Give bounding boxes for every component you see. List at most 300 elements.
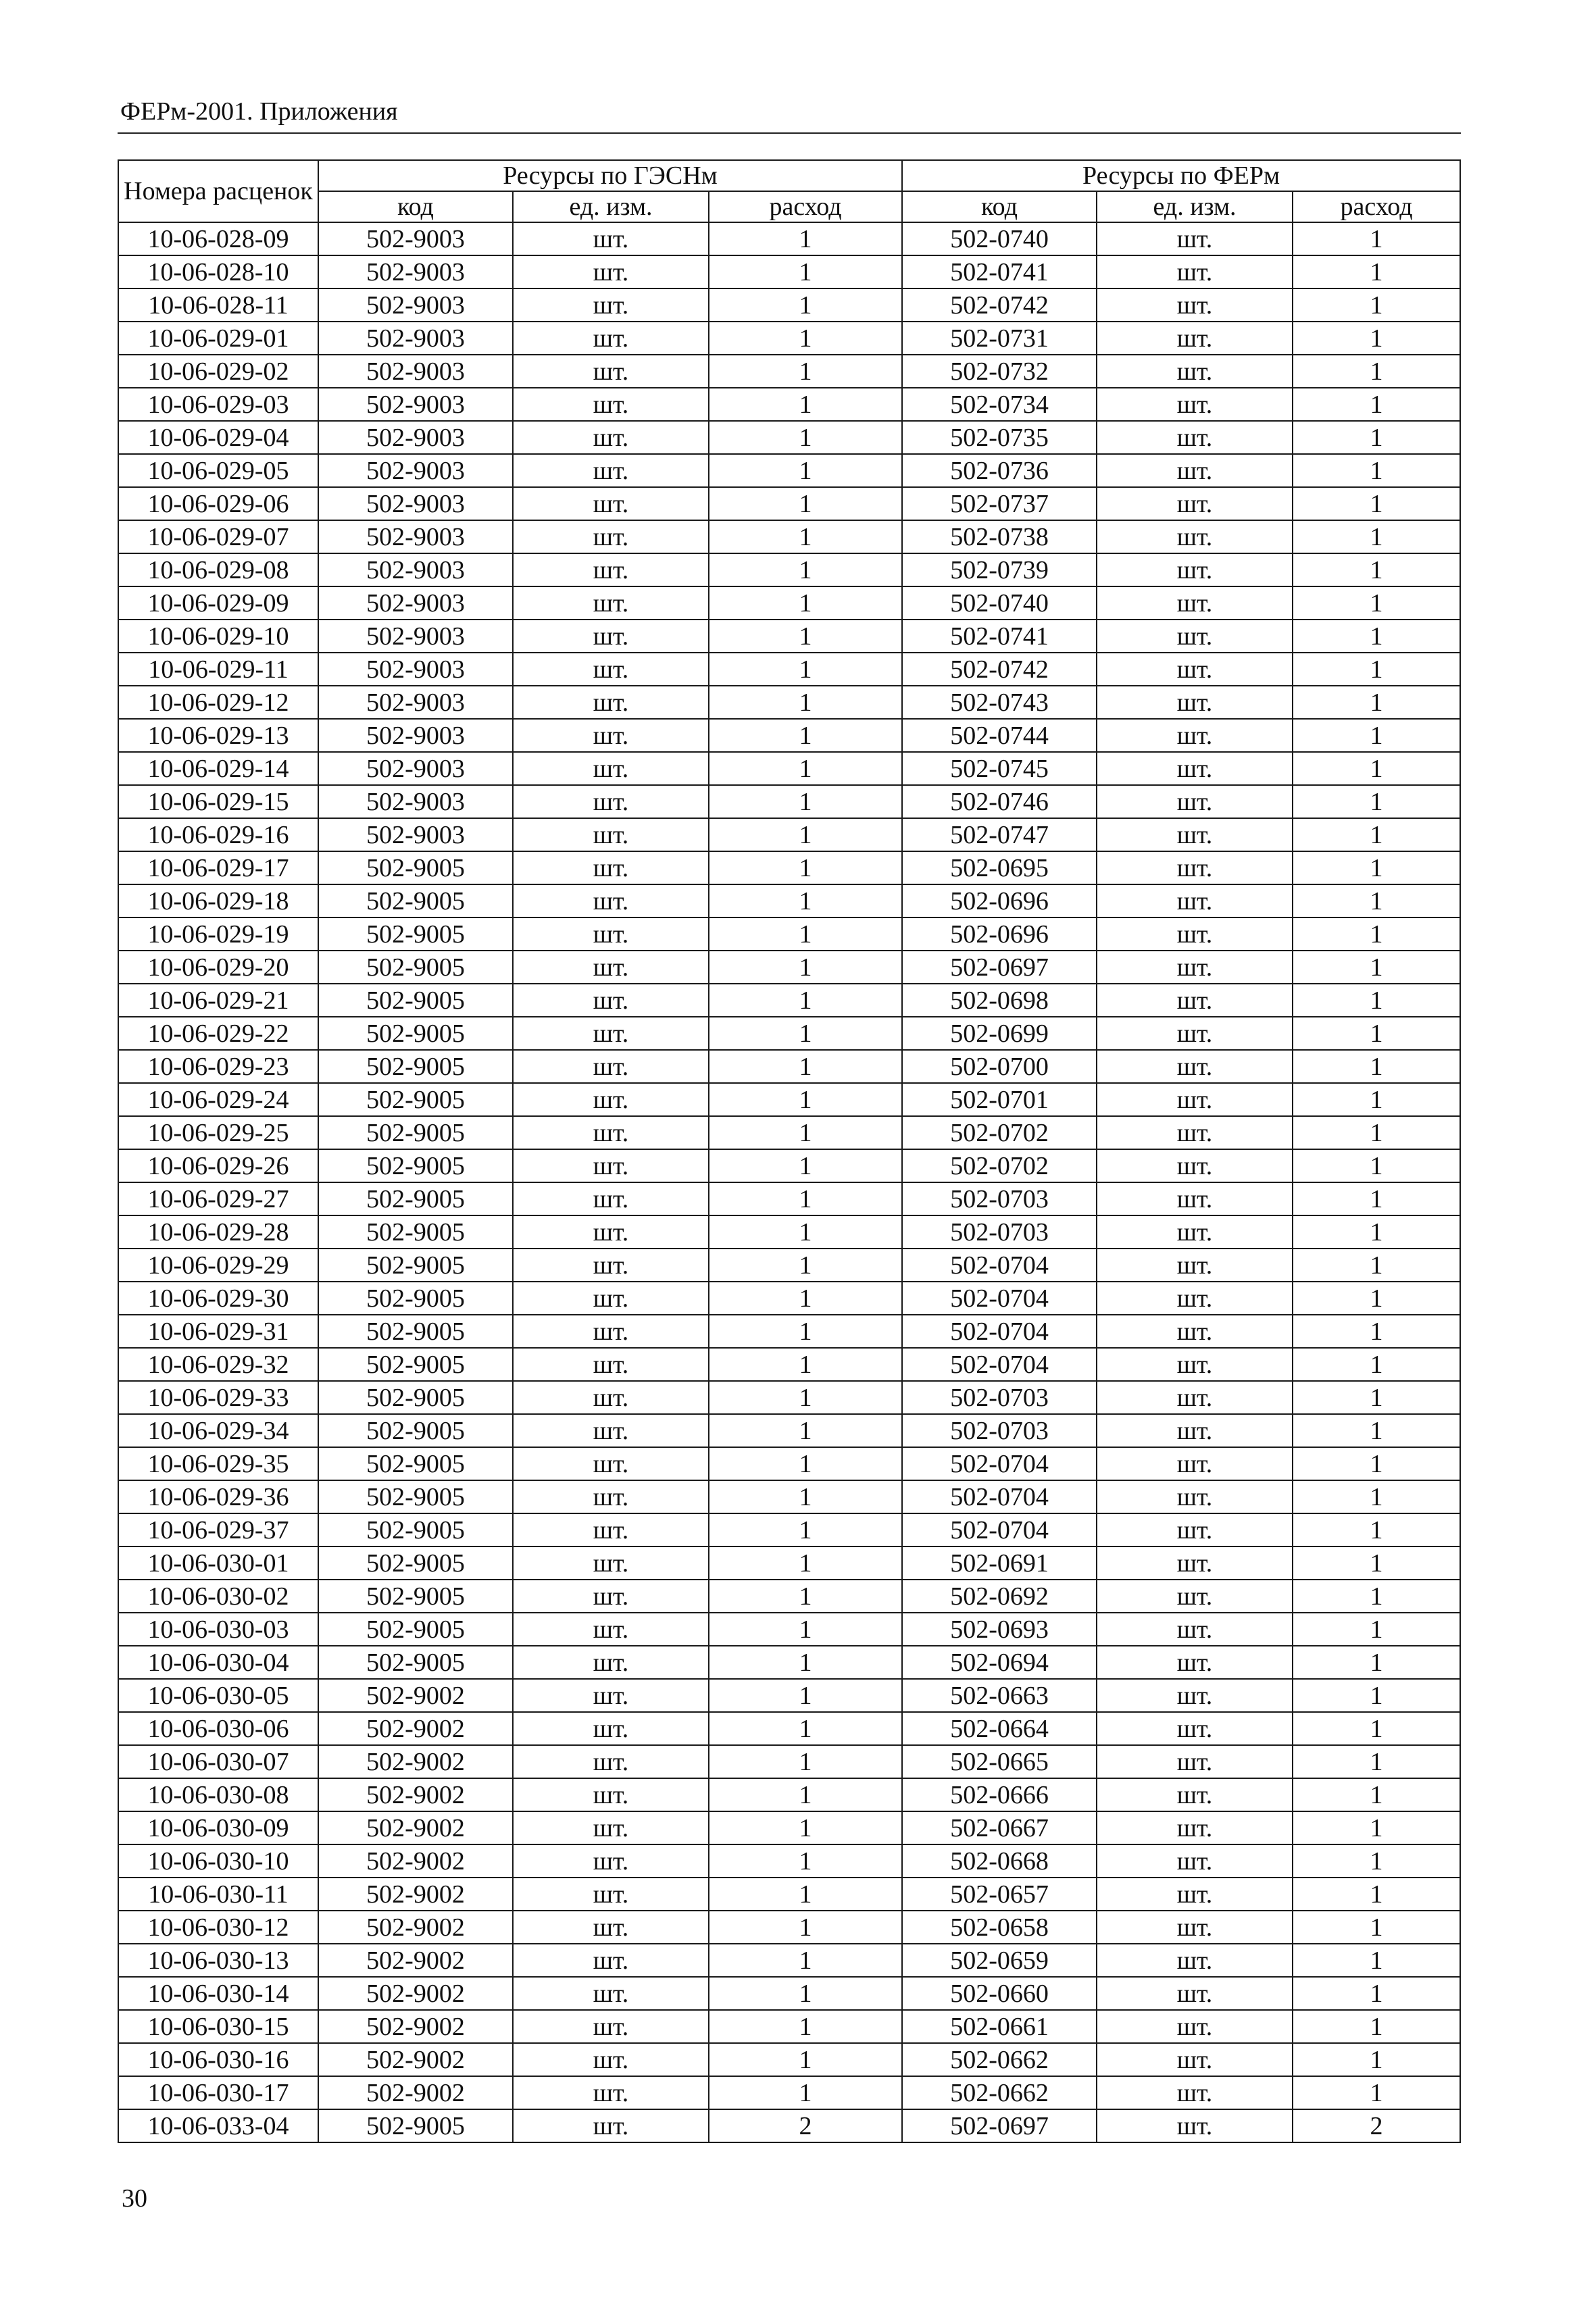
ferm-amount-cell: 1 bbox=[1293, 1050, 1460, 1083]
gesnm-code-cell: 502-9005 bbox=[318, 1381, 513, 1414]
gesnm-unit-cell: шт. bbox=[513, 553, 709, 586]
ferm-amount-cell: 1 bbox=[1293, 1480, 1460, 1513]
rate-number-cell: 10-06-030-14 bbox=[118, 1977, 318, 2010]
gesnm-code-cell: 502-9005 bbox=[318, 1017, 513, 1050]
rate-number-cell: 10-06-029-15 bbox=[118, 785, 318, 818]
ferm-amount-cell: 1 bbox=[1293, 553, 1460, 586]
gesnm-unit-cell: шт. bbox=[513, 1878, 709, 1911]
gesnm-amount-cell: 1 bbox=[709, 355, 902, 388]
gesnm-code-cell: 502-9003 bbox=[318, 355, 513, 388]
gesnm-unit-cell: шт. bbox=[513, 1348, 709, 1381]
ferm-code-cell: 502-0664 bbox=[902, 1712, 1097, 1745]
gesnm-code-cell: 502-9003 bbox=[318, 487, 513, 520]
gesnm-code-cell: 502-9005 bbox=[318, 1580, 513, 1613]
gesnm-unit-cell: шт. bbox=[513, 1745, 709, 1778]
ferm-unit-cell: шт. bbox=[1097, 1249, 1293, 1282]
rate-number-cell: 10-06-029-04 bbox=[118, 421, 318, 454]
gesnm-amount-cell: 1 bbox=[709, 255, 902, 288]
rate-number-cell: 10-06-028-09 bbox=[118, 222, 318, 255]
gesnm-unit-cell: шт. bbox=[513, 2076, 709, 2109]
ferm-unit-cell: шт. bbox=[1097, 1447, 1293, 1480]
gesnm-amount-cell: 1 bbox=[709, 653, 902, 686]
ferm-code-cell: 502-0738 bbox=[902, 520, 1097, 553]
table-header bbox=[118, 160, 1460, 222]
table-row bbox=[118, 1249, 1460, 1282]
ferm-code-cell: 502-0704 bbox=[902, 1348, 1097, 1381]
table-row bbox=[118, 586, 1460, 620]
gesnm-unit-cell: шт. bbox=[513, 951, 709, 984]
running-title: ФЕРм-2001. Приложения bbox=[120, 97, 398, 126]
gesnm-unit-cell: шт. bbox=[513, 487, 709, 520]
rate-number-cell: 10-06-029-23 bbox=[118, 1050, 318, 1083]
rate-number-cell: 10-06-029-02 bbox=[118, 355, 318, 388]
ferm-code-cell: 502-0696 bbox=[902, 884, 1097, 917]
table-row bbox=[118, 785, 1460, 818]
ferm-code-cell: 502-0702 bbox=[902, 1116, 1097, 1149]
ferm-code-cell: 502-0697 bbox=[902, 2109, 1097, 2142]
gesnm-amount-cell: 1 bbox=[709, 1977, 902, 2010]
ferm-amount-cell: 1 bbox=[1293, 917, 1460, 951]
table-row bbox=[118, 255, 1460, 288]
table-row bbox=[118, 1381, 1460, 1414]
rate-number-cell: 10-06-030-13 bbox=[118, 1944, 318, 1977]
gesnm-amount-cell: 1 bbox=[709, 1513, 902, 1546]
gesnm-amount-cell: 1 bbox=[709, 1315, 902, 1348]
rate-number-cell: 10-06-030-02 bbox=[118, 1580, 318, 1613]
ferm-code-cell: 502-0703 bbox=[902, 1381, 1097, 1414]
gesnm-code-cell: 502-9003 bbox=[318, 785, 513, 818]
ferm-amount-cell: 1 bbox=[1293, 1083, 1460, 1116]
gesnm-code-cell: 502-9002 bbox=[318, 1679, 513, 1712]
ferm-code-cell: 502-0704 bbox=[902, 1480, 1097, 1513]
ferm-code-cell: 502-0699 bbox=[902, 1017, 1097, 1050]
ferm-code-cell: 502-0731 bbox=[902, 322, 1097, 355]
ferm-code-cell: 502-0703 bbox=[902, 1215, 1097, 1249]
ferm-amount-cell: 1 bbox=[1293, 1182, 1460, 1215]
ferm-code-cell: 502-0732 bbox=[902, 355, 1097, 388]
table-row bbox=[118, 421, 1460, 454]
table-row bbox=[118, 951, 1460, 984]
table-row bbox=[118, 884, 1460, 917]
rate-number-cell: 10-06-029-09 bbox=[118, 586, 318, 620]
ferm-unit-cell: шт. bbox=[1097, 1017, 1293, 1050]
gesnm-amount-cell: 1 bbox=[709, 851, 902, 884]
table-row bbox=[118, 686, 1460, 719]
ferm-unit-cell: шт. bbox=[1097, 719, 1293, 752]
ferm-code-cell: 502-0701 bbox=[902, 1083, 1097, 1116]
ferm-amount-cell: 1 bbox=[1293, 355, 1460, 388]
rate-number-cell: 10-06-029-10 bbox=[118, 620, 318, 653]
ferm-unit-cell: шт. bbox=[1097, 785, 1293, 818]
ferm-unit-cell: шт. bbox=[1097, 1944, 1293, 1977]
gesnm-amount-cell: 1 bbox=[709, 1712, 902, 1745]
table-row bbox=[118, 2076, 1460, 2109]
ferm-code-cell: 502-0704 bbox=[902, 1315, 1097, 1348]
rate-number-cell: 10-06-028-10 bbox=[118, 255, 318, 288]
ferm-amount-cell: 1 bbox=[1293, 884, 1460, 917]
gesnm-code-cell: 502-9002 bbox=[318, 1844, 513, 1878]
header-ferm-resources: Ресурсы по ФЕРм bbox=[902, 160, 1460, 191]
gesnm-code-cell: 502-9005 bbox=[318, 1282, 513, 1315]
gesnm-code-cell: 502-9005 bbox=[318, 1646, 513, 1679]
gesnm-unit-cell: шт. bbox=[513, 1679, 709, 1712]
ferm-unit-cell: шт. bbox=[1097, 1646, 1293, 1679]
gesnm-amount-cell: 1 bbox=[709, 884, 902, 917]
rate-number-cell: 10-06-029-37 bbox=[118, 1513, 318, 1546]
rate-number-cell: 10-06-029-32 bbox=[118, 1348, 318, 1381]
gesnm-unit-cell: шт. bbox=[513, 222, 709, 255]
ferm-code-cell: 502-0704 bbox=[902, 1447, 1097, 1480]
table-row bbox=[118, 984, 1460, 1017]
rate-number-cell: 10-06-029-28 bbox=[118, 1215, 318, 1249]
gesnm-code-cell: 502-9005 bbox=[318, 1447, 513, 1480]
ferm-amount-cell: 1 bbox=[1293, 984, 1460, 1017]
table-row bbox=[118, 1613, 1460, 1646]
gesnm-amount-cell: 1 bbox=[709, 1480, 902, 1513]
rate-number-cell: 10-06-029-30 bbox=[118, 1282, 318, 1315]
table-row bbox=[118, 851, 1460, 884]
gesnm-amount-cell: 1 bbox=[709, 1811, 902, 1844]
rate-number-cell: 10-06-030-10 bbox=[118, 1844, 318, 1878]
rate-number-cell: 10-06-029-01 bbox=[118, 322, 318, 355]
gesnm-code-cell: 502-9003 bbox=[318, 520, 513, 553]
gesnm-amount-cell: 1 bbox=[709, 1944, 902, 1977]
gesnm-code-cell: 502-9003 bbox=[318, 752, 513, 785]
ferm-code-cell: 502-0692 bbox=[902, 1580, 1097, 1613]
gesnm-code-cell: 502-9003 bbox=[318, 222, 513, 255]
table-row bbox=[118, 355, 1460, 388]
rate-number-cell: 10-06-030-17 bbox=[118, 2076, 318, 2109]
gesnm-amount-cell: 1 bbox=[709, 1745, 902, 1778]
ferm-code-cell: 502-0658 bbox=[902, 1911, 1097, 1944]
ferm-unit-cell: шт. bbox=[1097, 1911, 1293, 1944]
rate-number-cell: 10-06-029-14 bbox=[118, 752, 318, 785]
table-body bbox=[118, 222, 1460, 2142]
gesnm-code-cell: 502-9003 bbox=[318, 653, 513, 686]
ferm-code-cell: 502-0743 bbox=[902, 686, 1097, 719]
gesnm-amount-cell: 1 bbox=[709, 984, 902, 1017]
gesnm-unit-cell: шт. bbox=[513, 1017, 709, 1050]
ferm-amount-cell: 1 bbox=[1293, 1745, 1460, 1778]
gesnm-amount-cell: 1 bbox=[709, 388, 902, 421]
ferm-code-cell: 502-0697 bbox=[902, 951, 1097, 984]
ferm-code-cell: 502-0695 bbox=[902, 851, 1097, 884]
rate-number-cell: 10-06-029-27 bbox=[118, 1182, 318, 1215]
gesnm-code-cell: 502-9005 bbox=[318, 1414, 513, 1447]
gesnm-code-cell: 502-9005 bbox=[318, 1480, 513, 1513]
ferm-code-cell: 502-0691 bbox=[902, 1546, 1097, 1580]
ferm-unit-cell: шт. bbox=[1097, 686, 1293, 719]
ferm-unit-cell: шт. bbox=[1097, 818, 1293, 851]
ferm-code-cell: 502-0742 bbox=[902, 653, 1097, 686]
gesnm-unit-cell: шт. bbox=[513, 1116, 709, 1149]
ferm-unit-cell: шт. bbox=[1097, 620, 1293, 653]
gesnm-amount-cell: 1 bbox=[709, 1679, 902, 1712]
rate-number-cell: 10-06-029-08 bbox=[118, 553, 318, 586]
gesnm-unit-cell: шт. bbox=[513, 620, 709, 653]
ferm-amount-cell: 1 bbox=[1293, 1149, 1460, 1182]
ferm-unit-cell: шт. bbox=[1097, 1050, 1293, 1083]
gesnm-unit-cell: шт. bbox=[513, 719, 709, 752]
rate-number-cell: 10-06-029-33 bbox=[118, 1381, 318, 1414]
gesnm-unit-cell: шт. bbox=[513, 1083, 709, 1116]
table-row bbox=[118, 1348, 1460, 1381]
gesnm-unit-cell: шт. bbox=[513, 1944, 709, 1977]
table-row bbox=[118, 322, 1460, 355]
gesnm-code-cell: 502-9005 bbox=[318, 1546, 513, 1580]
gesnm-code-cell: 502-9003 bbox=[318, 322, 513, 355]
gesnm-code-cell: 502-9002 bbox=[318, 1878, 513, 1911]
gesnm-unit-cell: шт. bbox=[513, 1414, 709, 1447]
ferm-amount-cell: 1 bbox=[1293, 1017, 1460, 1050]
rate-number-cell: 10-06-029-29 bbox=[118, 1249, 318, 1282]
table-row bbox=[118, 1778, 1460, 1811]
gesnm-code-cell: 502-9005 bbox=[318, 1249, 513, 1282]
table-row bbox=[118, 818, 1460, 851]
gesnm-unit-cell: шт. bbox=[513, 2109, 709, 2142]
ferm-unit-cell: шт. bbox=[1097, 1182, 1293, 1215]
gesnm-amount-cell: 1 bbox=[709, 1381, 902, 1414]
gesnm-unit-cell: шт. bbox=[513, 520, 709, 553]
gesnm-amount-cell: 1 bbox=[709, 1249, 902, 1282]
table-row bbox=[118, 2043, 1460, 2076]
ferm-code-cell: 502-0704 bbox=[902, 1282, 1097, 1315]
gesnm-amount-cell: 1 bbox=[709, 586, 902, 620]
ferm-code-cell: 502-0739 bbox=[902, 553, 1097, 586]
table-row bbox=[118, 1414, 1460, 1447]
ferm-code-cell: 502-0744 bbox=[902, 719, 1097, 752]
gesnm-amount-cell: 1 bbox=[709, 620, 902, 653]
table-row bbox=[118, 1811, 1460, 1844]
gesnm-unit-cell: шт. bbox=[513, 984, 709, 1017]
ferm-amount-cell: 1 bbox=[1293, 2043, 1460, 2076]
ferm-unit-cell: шт. bbox=[1097, 884, 1293, 917]
rate-number-cell: 10-06-030-16 bbox=[118, 2043, 318, 2076]
gesnm-unit-cell: шт. bbox=[513, 1182, 709, 1215]
rate-number-cell: 10-06-030-05 bbox=[118, 1679, 318, 1712]
ferm-unit-cell: шт. bbox=[1097, 1778, 1293, 1811]
table-row bbox=[118, 1745, 1460, 1778]
ferm-unit-cell: шт. bbox=[1097, 553, 1293, 586]
gesnm-amount-cell: 2 bbox=[709, 2109, 902, 2142]
ferm-code-cell: 502-0703 bbox=[902, 1182, 1097, 1215]
ferm-unit-cell: шт. bbox=[1097, 1381, 1293, 1414]
table-row bbox=[118, 1116, 1460, 1149]
rate-number-cell: 10-06-030-12 bbox=[118, 1911, 318, 1944]
rate-number-cell: 10-06-029-21 bbox=[118, 984, 318, 1017]
ferm-unit-cell: шт. bbox=[1097, 2043, 1293, 2076]
gesnm-amount-cell: 1 bbox=[709, 1050, 902, 1083]
ferm-code-cell: 502-0747 bbox=[902, 818, 1097, 851]
ferm-amount-cell: 1 bbox=[1293, 2076, 1460, 2109]
gesnm-unit-cell: шт. bbox=[513, 1580, 709, 1613]
gesnm-code-cell: 502-9003 bbox=[318, 388, 513, 421]
gesnm-code-cell: 502-9005 bbox=[318, 1182, 513, 1215]
ferm-amount-cell: 1 bbox=[1293, 1414, 1460, 1447]
ferm-unit-cell: шт. bbox=[1097, 653, 1293, 686]
gesnm-unit-cell: шт. bbox=[513, 1811, 709, 1844]
rate-number-cell: 10-06-030-06 bbox=[118, 1712, 318, 1745]
gesnm-amount-cell: 1 bbox=[709, 1911, 902, 1944]
gesnm-code-cell: 502-9003 bbox=[318, 255, 513, 288]
gesnm-amount-cell: 1 bbox=[709, 454, 902, 487]
gesnm-code-cell: 502-9005 bbox=[318, 2109, 513, 2142]
gesnm-amount-cell: 1 bbox=[709, 1116, 902, 1149]
rate-number-cell: 10-06-030-07 bbox=[118, 1745, 318, 1778]
ferm-amount-cell: 1 bbox=[1293, 851, 1460, 884]
rate-number-cell: 10-06-029-17 bbox=[118, 851, 318, 884]
ferm-unit-cell: шт. bbox=[1097, 1844, 1293, 1878]
ferm-amount-cell: 1 bbox=[1293, 421, 1460, 454]
gesnm-unit-cell: шт. bbox=[513, 255, 709, 288]
table-row bbox=[118, 454, 1460, 487]
ferm-amount-cell: 1 bbox=[1293, 785, 1460, 818]
gesnm-code-cell: 502-9005 bbox=[318, 951, 513, 984]
gesnm-code-cell: 502-9005 bbox=[318, 1215, 513, 1249]
gesnm-amount-cell: 1 bbox=[709, 1149, 902, 1182]
gesnm-amount-cell: 1 bbox=[709, 1878, 902, 1911]
ferm-unit-cell: шт. bbox=[1097, 1348, 1293, 1381]
gesnm-unit-cell: шт. bbox=[513, 586, 709, 620]
rate-number-cell: 10-06-030-08 bbox=[118, 1778, 318, 1811]
rate-number-cell: 10-06-029-06 bbox=[118, 487, 318, 520]
table-row bbox=[118, 2109, 1460, 2142]
gesnm-code-cell: 502-9003 bbox=[318, 620, 513, 653]
gesnm-amount-cell: 1 bbox=[709, 1282, 902, 1315]
rate-number-cell: 10-06-029-18 bbox=[118, 884, 318, 917]
gesnm-amount-cell: 1 bbox=[709, 818, 902, 851]
table-row bbox=[118, 1315, 1460, 1348]
ferm-unit-cell: шт. bbox=[1097, 255, 1293, 288]
ferm-amount-cell: 1 bbox=[1293, 1447, 1460, 1480]
gesnm-amount-cell: 1 bbox=[709, 1414, 902, 1447]
gesnm-code-cell: 502-9002 bbox=[318, 1778, 513, 1811]
gesnm-unit-cell: шт. bbox=[513, 1249, 709, 1282]
gesnm-amount-cell: 1 bbox=[709, 1844, 902, 1878]
table-row bbox=[118, 1878, 1460, 1911]
rate-number-cell: 10-06-029-31 bbox=[118, 1315, 318, 1348]
ferm-code-cell: 502-0704 bbox=[902, 1513, 1097, 1546]
gesnm-unit-cell: шт. bbox=[513, 1513, 709, 1546]
gesnm-code-cell: 502-9005 bbox=[318, 851, 513, 884]
gesnm-code-cell: 502-9005 bbox=[318, 1116, 513, 1149]
ferm-unit-cell: шт. bbox=[1097, 355, 1293, 388]
gesnm-unit-cell: шт. bbox=[513, 1282, 709, 1315]
gesnm-code-cell: 502-9003 bbox=[318, 288, 513, 322]
ferm-unit-cell: шт. bbox=[1097, 1811, 1293, 1844]
header-ferm-amount: расход bbox=[1293, 191, 1460, 222]
table-row bbox=[118, 917, 1460, 951]
gesnm-amount-cell: 1 bbox=[709, 1348, 902, 1381]
gesnm-code-cell: 502-9003 bbox=[318, 553, 513, 586]
rate-number-cell: 10-06-030-15 bbox=[118, 2010, 318, 2043]
ferm-amount-cell: 1 bbox=[1293, 1381, 1460, 1414]
gesnm-code-cell: 502-9005 bbox=[318, 1348, 513, 1381]
ferm-unit-cell: шт. bbox=[1097, 1149, 1293, 1182]
ferm-code-cell: 502-0696 bbox=[902, 917, 1097, 951]
gesnm-amount-cell: 1 bbox=[709, 1778, 902, 1811]
gesnm-unit-cell: шт. bbox=[513, 884, 709, 917]
gesnm-amount-cell: 1 bbox=[709, 487, 902, 520]
ferm-amount-cell: 1 bbox=[1293, 1844, 1460, 1878]
ferm-amount-cell: 1 bbox=[1293, 1215, 1460, 1249]
gesnm-amount-cell: 1 bbox=[709, 288, 902, 322]
gesnm-code-cell: 502-9002 bbox=[318, 2076, 513, 2109]
gesnm-unit-cell: шт. bbox=[513, 1315, 709, 1348]
table-row bbox=[118, 1646, 1460, 1679]
gesnm-code-cell: 502-9002 bbox=[318, 1977, 513, 2010]
ferm-code-cell: 502-0698 bbox=[902, 984, 1097, 1017]
gesnm-unit-cell: шт. bbox=[513, 1712, 709, 1745]
ferm-unit-cell: шт. bbox=[1097, 1282, 1293, 1315]
gesnm-unit-cell: шт. bbox=[513, 1613, 709, 1646]
ferm-amount-cell: 1 bbox=[1293, 951, 1460, 984]
table-row bbox=[118, 620, 1460, 653]
ferm-unit-cell: шт. bbox=[1097, 288, 1293, 322]
ferm-amount-cell: 1 bbox=[1293, 1116, 1460, 1149]
table-row bbox=[118, 1679, 1460, 1712]
gesnm-amount-cell: 1 bbox=[709, 1182, 902, 1215]
gesnm-unit-cell: шт. bbox=[513, 1911, 709, 1944]
table-row bbox=[118, 1911, 1460, 1944]
ferm-unit-cell: шт. bbox=[1097, 1546, 1293, 1580]
ferm-amount-cell: 1 bbox=[1293, 1249, 1460, 1282]
ferm-code-cell: 502-0662 bbox=[902, 2076, 1097, 2109]
gesnm-unit-cell: шт. bbox=[513, 1646, 709, 1679]
gesnm-unit-cell: шт. bbox=[513, 1546, 709, 1580]
rate-number-cell: 10-06-029-25 bbox=[118, 1116, 318, 1149]
ferm-unit-cell: шт. bbox=[1097, 1679, 1293, 1712]
gesnm-amount-cell: 1 bbox=[709, 1215, 902, 1249]
ferm-amount-cell: 1 bbox=[1293, 1513, 1460, 1546]
rate-number-cell: 10-06-030-01 bbox=[118, 1546, 318, 1580]
ferm-unit-cell: шт. bbox=[1097, 586, 1293, 620]
ferm-amount-cell: 1 bbox=[1293, 1348, 1460, 1381]
table-row bbox=[118, 1513, 1460, 1546]
gesnm-code-cell: 502-9003 bbox=[318, 719, 513, 752]
page-number: 30 bbox=[122, 2184, 147, 2213]
ferm-unit-cell: шт. bbox=[1097, 851, 1293, 884]
gesnm-code-cell: 502-9003 bbox=[318, 421, 513, 454]
gesnm-amount-cell: 1 bbox=[709, 1546, 902, 1580]
table-row bbox=[118, 222, 1460, 255]
ferm-unit-cell: шт. bbox=[1097, 1414, 1293, 1447]
rate-number-cell: 10-06-029-07 bbox=[118, 520, 318, 553]
table-row bbox=[118, 1215, 1460, 1249]
rate-number-cell: 10-06-029-11 bbox=[118, 653, 318, 686]
gesnm-unit-cell: шт. bbox=[513, 2043, 709, 2076]
rate-number-cell: 10-06-029-03 bbox=[118, 388, 318, 421]
ferm-amount-cell: 1 bbox=[1293, 620, 1460, 653]
ferm-code-cell: 502-0657 bbox=[902, 1878, 1097, 1911]
gesnm-unit-cell: шт. bbox=[513, 917, 709, 951]
ferm-code-cell: 502-0741 bbox=[902, 620, 1097, 653]
rate-number-cell: 10-06-029-19 bbox=[118, 917, 318, 951]
ferm-code-cell: 502-0703 bbox=[902, 1414, 1097, 1447]
gesnm-amount-cell: 1 bbox=[709, 2010, 902, 2043]
ferm-amount-cell: 1 bbox=[1293, 752, 1460, 785]
table-row bbox=[118, 487, 1460, 520]
rate-number-cell: 10-06-029-20 bbox=[118, 951, 318, 984]
ferm-amount-cell: 1 bbox=[1293, 1878, 1460, 1911]
gesnm-code-cell: 502-9002 bbox=[318, 2010, 513, 2043]
rate-number-cell: 10-06-029-12 bbox=[118, 686, 318, 719]
gesnm-unit-cell: шт. bbox=[513, 1480, 709, 1513]
ferm-code-cell: 502-0740 bbox=[902, 222, 1097, 255]
gesnm-unit-cell: шт. bbox=[513, 1381, 709, 1414]
ferm-unit-cell: шт. bbox=[1097, 1712, 1293, 1745]
gesnm-amount-cell: 1 bbox=[709, 322, 902, 355]
